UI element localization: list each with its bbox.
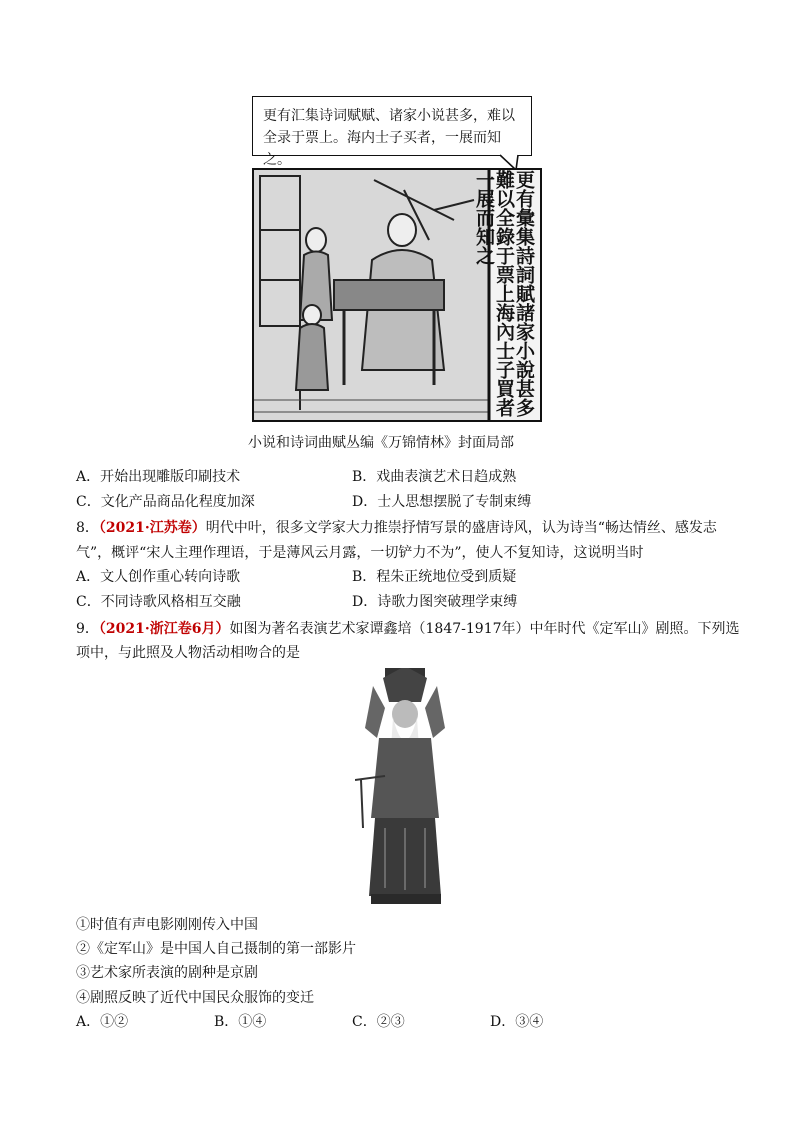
q9-statement-1: ①时值有声电影刚刚传入中国: [76, 917, 258, 933]
q8-option-a: A．文人创作重心转向诗歌: [76, 569, 241, 585]
q9-option-d: D．③④: [490, 1014, 544, 1030]
q8-stem-line-1: [76, 518, 717, 538]
q8-option-b: B．程朱正统地位受到质疑: [352, 569, 517, 585]
q9-statement-2: ②《定军山》是中国人自己摄制的第一部影片: [76, 941, 356, 957]
q9-option-c: C．②③: [352, 1014, 405, 1030]
q9-source: （2021·浙江卷6月）: [98, 621, 230, 637]
q9-option-b: B．①④: [214, 1014, 267, 1030]
q8-source: （2021·江苏卷）: [98, 520, 206, 536]
q9-statement-3: ③艺术家所表演的剧种是京剧: [76, 965, 258, 981]
opera-photo: [355, 668, 455, 904]
q9-option-a: A．①②: [76, 1014, 129, 1030]
woodcut-vertical-text: 更有彙集詩詞賦諸家小說甚多難以全錄于票上海內士子買者一展而知之: [473, 170, 535, 417]
q7-option-a: A．开始出现雕版印刷技术: [76, 469, 241, 485]
q8-stem-line-2: 气”，概评“宋人主理作理语，于是薄风云月露，一切铲力不为”，使人不复知诗，这说明当时: [76, 545, 644, 561]
q8-text-1: 明代中叶，很多文学家大力推崇抒情写景的盛唐诗风，认为诗当“畅达情丝、感发志: [205, 520, 717, 536]
callout-line-2: 全录于票上。海内士子买者，一展而知之。: [263, 130, 501, 168]
q9-statement-4: ④剧照反映了近代中国民众服饰的变迁: [76, 990, 314, 1006]
q8-number: 8．: [76, 520, 99, 536]
q7-option-b: B．戏曲表演艺术日趋成熟: [352, 469, 517, 485]
q8-option-c: C．不同诗歌风格相互交融: [76, 594, 241, 610]
q9-number: 9．: [76, 621, 99, 637]
q8-option-d: D．诗歌力图突破理学束缚: [352, 594, 518, 610]
figure1-callout: [252, 96, 532, 168]
figure1-caption: 小说和诗词曲赋丛编《万锦情林》封面局部: [248, 435, 514, 451]
q7-option-d: D．士人思想摆脱了专制束缚: [352, 494, 532, 510]
woodcut-illustration: [252, 168, 542, 422]
callout-line-1: 更有汇集诗词赋赋、诸家小说甚多，难以: [263, 108, 515, 124]
q9-stem-line-2: 项中，与此照及人物活动相吻合的是: [76, 645, 300, 661]
q9-text-1: 如图为著名表演艺术家谭鑫培（1847-1917年）中年时代《定军山》剧照。下列选: [229, 621, 740, 637]
q7-option-c: C．文化产品商品化程度加深: [76, 494, 255, 510]
q9-stem-line-1: [76, 619, 740, 639]
